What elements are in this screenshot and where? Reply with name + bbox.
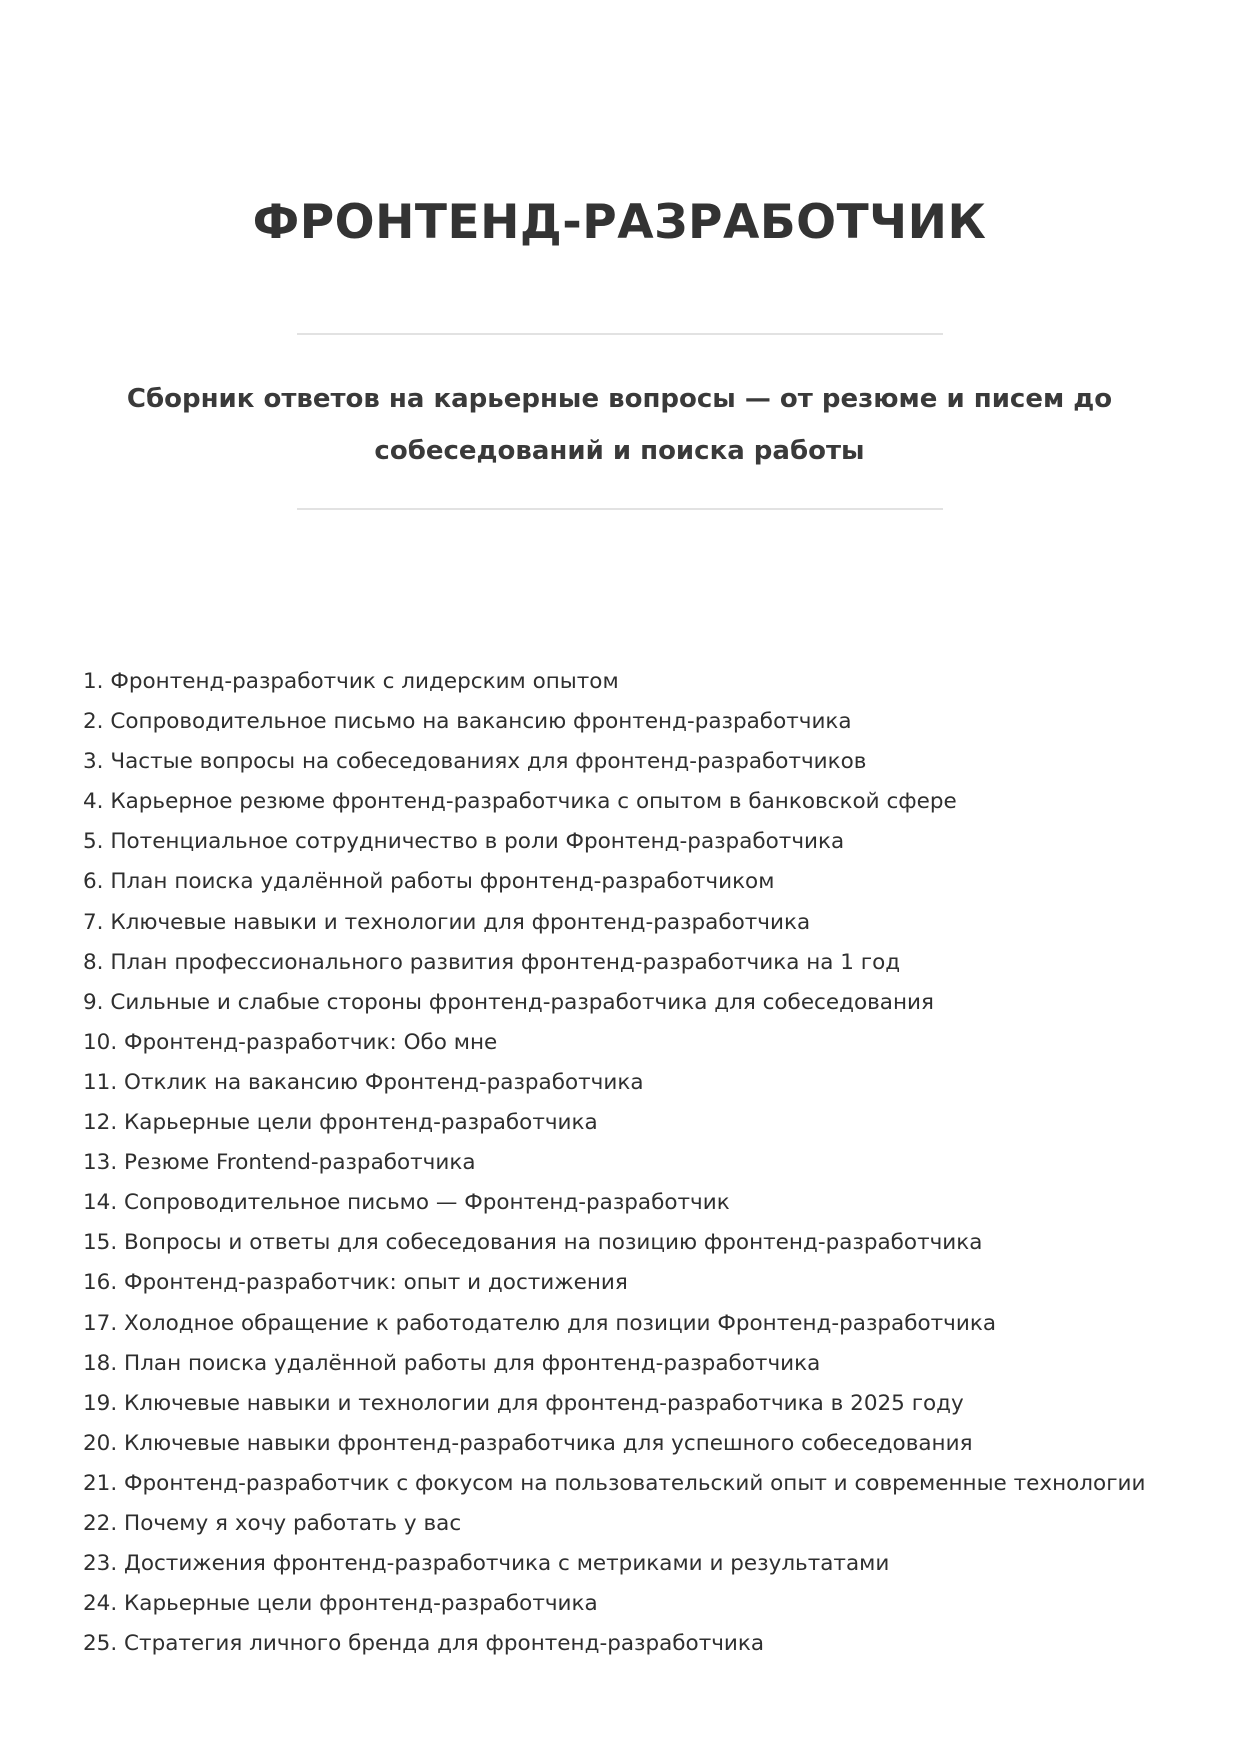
toc-item: 17. Холодное обращение к работодателю для позиции Фронтенд-разработчика — [83, 1310, 997, 1336]
toc-item: 25. Стратегия личного бренда для фронтенд-разработчика — [83, 1631, 765, 1657]
toc-item: 20. Ключевые навыки фронтенд-разработчика для успешного собеседования — [83, 1430, 973, 1456]
toc-item: 9. Сильные и слабые стороны фронтенд-разработчика для собеседования — [83, 989, 934, 1015]
toc-item: 3. Частые вопросы на собеседованиях для фронтенд-разработчиков — [83, 749, 867, 775]
divider-top — [297, 333, 943, 335]
toc-item: 16. Фронтенд-разработчик: опыт и достижения — [83, 1270, 628, 1296]
toc-item: 5. Потенциальное сотрудничество в роли Фронтенд-разработчика — [83, 829, 845, 855]
toc-item: 23. Достижения фронтенд-разработчика с метриками и результатами — [83, 1551, 890, 1577]
toc-item: 18. План поиска удалённой работы для фронтенд-разработчика — [83, 1350, 821, 1376]
toc-item: 11. Отклик на вакансию Фронтенд-разработчика — [83, 1069, 644, 1095]
toc-item: 13. Резюме Frontend-разработчика — [83, 1150, 476, 1176]
divider-bottom — [297, 508, 943, 510]
toc-item: 14. Сопроводительное письмо — Фронтенд-разработчик — [83, 1190, 730, 1216]
toc-item: 2. Сопроводительное письмо на вакансию фронтенд-разработчика — [83, 709, 852, 735]
toc-item: 19. Ключевые навыки и технологии для фронтенд-разработчика в 2025 году — [83, 1390, 964, 1416]
toc-item: 12. Карьерные цели фронтенд-разработчика — [83, 1110, 598, 1136]
toc-item: 15. Вопросы и ответы для собеседования на позицию фронтенд-разработчика — [83, 1230, 983, 1256]
toc-item: 21. Фронтенд-разработчик с фокусом на пользовательский опыт и современные технологии — [83, 1470, 1146, 1496]
toc-item: 24. Карьерные цели фронтенд-разработчика — [83, 1591, 598, 1617]
toc-item: 7. Ключевые навыки и технологии для фронтенд-разработчика — [83, 909, 811, 935]
toc-item: 6. План поиска удалённой работы фронтенд-разработчиком — [83, 869, 775, 895]
document-title: ФРОНТЕНД-РАЗРАБОТЧИК — [252, 195, 987, 250]
toc-item: 4. Карьерное резюме фронтенд-разработчика с опытом в банковской сфере — [83, 789, 957, 815]
table-of-contents — [83, 662, 1163, 1664]
toc-item: 10. Фронтенд-разработчик: Обо мне — [83, 1029, 498, 1055]
document-subtitle: Сборник ответов на карьерные вопросы — от резюме и писем до собеседований и поиска работы — [126, 384, 1113, 466]
toc-item: 1. Фронтенд-разработчик с лидерским опытом — [83, 669, 619, 694]
toc-item: 8. План профессионального развития фронтенд-разработчика на 1 год — [83, 949, 901, 975]
toc-item: 22. Почему я хочу работать у вас — [83, 1510, 462, 1536]
